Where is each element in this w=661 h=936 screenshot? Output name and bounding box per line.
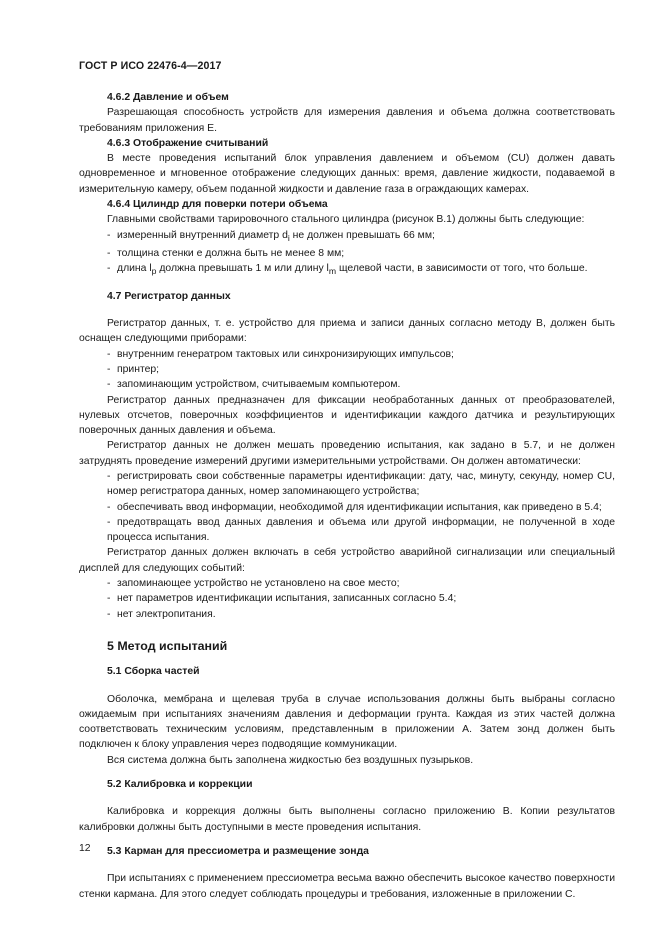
- paragraph: Разрешающая способность устройств для измерения давления и объема должна соответствовать требованиям приложения Е.: [79, 107, 615, 134]
- list-item: - длина $l_p$ должна превышать 1 м или длину $l_m$ щелевой части, в зависимости от того, что больше.: [107, 263, 588, 277]
- paragraph: Регистратор данных должен включать в себя устройство аварийной сигнализации или специальный дисплей для следующих событий:: [79, 547, 615, 574]
- heading-4-6-3: 4.6.3 Отображение считываний: [107, 137, 269, 149]
- list-item: - обеспечивать ввод информации, необходимой для идентификации испытания, как приведено в 5.4;: [107, 501, 602, 513]
- list-item: - принтер;: [107, 363, 160, 375]
- paragraph: При испытаниях с применением прессиометра весьма важно обеспечить высокое качество поверхности стенки кармана. Для этого следует соблюдать процедуры и требования, изложенные в приложении С.: [79, 873, 615, 900]
- list-item: - предотвращать ввод данных давления и объема или другой информации, не полученной в ходе процесса испытания.: [107, 516, 615, 544]
- list-item: - запоминающее устройство не установлено на свое место;: [107, 578, 400, 590]
- paragraph: Оболочка, мембрана и щелевая труба в случае использования должны быть выбраны согласно ожидаемым при испытаниях значениям давления и деформации грунта. Каждая из этих частей должна соответствовать техническим условиям, представленным в приложении А. Затем зонд должен быть подключен к блоку управления через подводящие коммуникации.: [79, 693, 615, 751]
- list-item: - внутренним генератром тактовых или синхронизирующих импульсов;: [107, 348, 454, 360]
- heading-4-6-2: 4.6.2 Давление и объем: [107, 92, 229, 103]
- heading-section-5: 5 Метод испытаний: [107, 638, 228, 653]
- document-header: ГОСТ Р ИСО 22476-4—2017: [79, 60, 222, 72]
- heading-4-7: 4.7 Регистратор данных: [107, 290, 231, 302]
- heading-5-3: 5.3 Карман для прессиометра и размещение зонда: [107, 845, 369, 857]
- paragraph: Регистратор данных не должен мешать проведению испытания, как задано в 5.7, и не должен затруднять проведение измерений другими измерительными устройствами. Он должен автоматически:: [79, 440, 615, 467]
- paragraph: Главными свойствами тарировочного стального цилиндра (рисунок В.1) должны быть следующие:: [107, 214, 585, 226]
- heading-5-2: 5.2 Калибровка и коррекции: [107, 779, 253, 791]
- list-item: - нет электропитания.: [107, 608, 216, 620]
- document-body: [79, 90, 615, 902]
- list-item: - регистрировать свои собственные параметры идентификации: дату, час, минуту, секунду, номер CU, номер регистратора данных, номер запоминающего устройства;: [107, 470, 615, 498]
- heading-5-1: 5.1 Сборка частей: [107, 666, 200, 678]
- paragraph: В месте проведения испытаний блок управления давлением и объемом (CU) должен давать одновременное и мгновенное отображение следующих данных: время, давление жидкости, подаваемой в измерительную камеру, объем поданной жидкости и давление газа в ограждающих камерах.: [79, 153, 615, 195]
- paragraph: Вся система должна быть заполнена жидкостью без воздушных пузырьков.: [107, 754, 474, 766]
- paragraph: Калибровка и коррекция должны быть выполнены согласно приложению В. Копии результатов калибровки должны быть доступными в месте проведения испытания.: [79, 806, 615, 833]
- list-item: - измеренный внутренний диаметр $d_i$ не должен превышать 66 мм;: [107, 229, 435, 243]
- list-item: - нет параметров идентификации испытания, записанных согласно 5.4;: [107, 593, 457, 605]
- paragraph: Регистратор данных, т. е. устройство для приема и записи данных согласно методу В, должен быть оснащен следующими приборами:: [79, 318, 615, 345]
- list-item: - толщина стенки e должна быть не менее 8 мм;: [107, 248, 345, 260]
- paragraph: Регистратор данных предназначен для фиксации необработанных данных от преобразователей, нулевых отсчетов, поверочных коэффициентов и идентификации каждого датчика и результирующих поверочных данных давления и объема.: [79, 394, 615, 437]
- page-number: 12: [79, 843, 91, 854]
- heading-4-6-4: 4.6.4 Цилиндр для поверки потери объема: [107, 199, 328, 211]
- list-item: - запоминающим устройством, считываемым компьютером.: [107, 379, 401, 391]
